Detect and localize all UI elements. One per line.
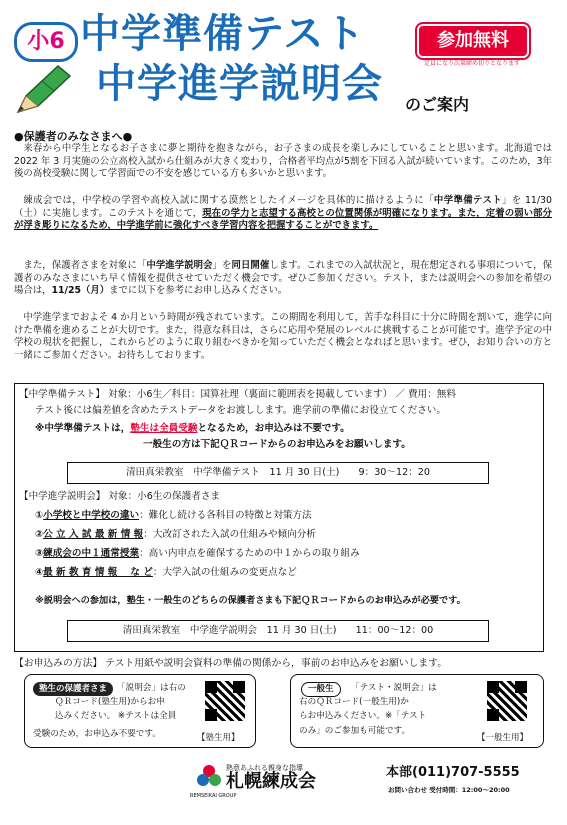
general-text: 右のＱＲコード(一般生用)か <box>299 697 409 707</box>
general-qr-code[interactable] <box>487 681 527 721</box>
seminar-note: ※説明会への参加は，塾生・一般生のどちらの保護者さまも下記ＱＲコードからのお申込みが必要です。 <box>35 595 466 606</box>
free-note: 定員になり次第締め切りとなります <box>423 60 520 67</box>
general-apply-box <box>290 674 544 748</box>
seminar-item: ④最 新 教 育 情 報 な ど：大学入試の仕組みの変更点など <box>35 567 297 578</box>
seminar-item: ①小学校と中学校の違い：難化し続ける各科目の特徴と対策方法 <box>35 510 312 521</box>
general-text: らお申込みください。※「テスト <box>299 711 427 721</box>
greeting-paragraph-1: 来春から中学生となるお子さまに夢と期待を抱きながら，お子さまの成長を楽しみにしていることと思います。北海道では 2022 年 3 月実施の公立高校入試から仕組みが大きく変わり，合格者平均点が5割を下回る入試が続いています。このため，3年後の高校受験に関して学習面での不安を感じている方も多いかと思います。 <box>14 143 552 180</box>
general-text: のみ」のご参加も可能です。 <box>299 726 411 736</box>
footer-hq-phone: 本部(011)707-5555 <box>386 765 520 780</box>
info-box <box>14 383 544 652</box>
member-tag: 塾生の保護者さま <box>33 682 113 696</box>
apply-heading: 【お申込みの方法】 テスト用紙や説明会資料の準備の関係から，事前のお申込みをお願いします。 <box>14 658 447 669</box>
greeting-paragraph-2: 練成会では，中学校の学習や高校入試に関する漠然としたイメージを具体的に描けるように「中学準備テスト」を 11/30（土）に実施します。このテストを通じて，現在の学力と志望する高校との位置関係が明確になります。また，定着の弱い部分が浮き彫りになるため，中学進学前に強化すべき学習内容を把握することができます。 <box>14 195 552 232</box>
test-general-note: 一般生の方は下記ＱＲコードからのお申込みをお願いします。 <box>143 439 411 450</box>
grade-badge: 小6 <box>14 22 78 62</box>
greeting-paragraph-3: また，保護者さまを対象に「中学進学説明会」を同日開催します。これまでの入試状況と，現在想定される事項について，保護者のみなさまにいち早く情報を提供させていただく機会です。ぜひご参加ください。テスト，または説明会への参加を希望の場合は，11/25（月）までに以下を参考にお申し込みください。 <box>14 260 552 297</box>
test-schedule: 清田真栄教室 中学準備テスト 11 月 30 日(土) 9：30～12：20 <box>67 462 489 484</box>
footer-group: REMSEIKAI GROUP <box>190 793 237 799</box>
member-apply-box <box>24 674 256 748</box>
title-line2: 中学進学説明会 <box>96 61 383 107</box>
general-qr-label: 【一般生用】 <box>477 733 529 743</box>
logo-mark-icon <box>196 762 222 788</box>
seminar-item: ②公 立 入 試 最 新 情 報：大改訂された入試の仕組みや傾向分析 <box>35 529 316 540</box>
test-member-note: ※中学準備テストは，塾生は全員受験となるため，お申込みは不要です。 <box>35 423 350 434</box>
test-info: 【中学準備テスト】 対象：小6生／科目：国算社理（裏面に範囲表を掲載しています） ／ 費用：無料 <box>19 389 456 400</box>
title-suffix: のご案内 <box>405 95 470 114</box>
title-line1: 中学準備テスト <box>80 11 366 57</box>
footer-tagline: 熱意あふれる親身な指導 <box>226 764 303 772</box>
general-tag: 一般生 <box>301 682 341 697</box>
seminar-info: 【中学進学説明会】 対象：小6生の保護者さま <box>19 491 221 502</box>
free-badge: 参加無料 <box>417 24 529 58</box>
pencil-icon <box>12 62 76 118</box>
member-text: ＱＲコード(塾生用)からお申 <box>55 697 165 707</box>
member-text: 「説明会」は右の <box>117 683 186 693</box>
footer-org-name: 札幌練成会 <box>226 771 316 792</box>
test-note: テスト後には偏差値を含めたテストデータをお渡しします。進学前の準備にお役立てください。 <box>35 405 446 416</box>
member-qr-code[interactable] <box>205 681 245 721</box>
footer-hours: お問い合わせ 受付時間：12:00～20:00 <box>388 786 510 794</box>
member-text: 受験のため，お申込み不要です。 <box>33 729 161 739</box>
seminar-item: ③練成会の中１通常授業：高い内申点を確保するための中１からの取り組み <box>35 548 360 559</box>
greeting-paragraph-4: 中学進学までおよそ 4 か月という時間が残されています。この期間を利用して，苦手な科目に十分に時間を割いて，進学に向けた準備を進めることが大切です。また，得意な科目は，さらに応用や発展のレベルに挑戦することが可能です。進学予定の中学校の現状を把握し，これからどのように取り組むべきかを知っていただく機会となればと思います。ぜひ，お知り合いの方と一緒にご参加ください。お待ちしております。 <box>14 312 552 361</box>
general-text: 「テスト・説明会」は <box>351 683 437 693</box>
greeting-heading: ●保護者のみなさまへ● <box>14 130 133 143</box>
seminar-schedule: 清田真栄教室 中学進学説明会 11 月 30 日(土) 11：00～12：00 <box>67 620 489 642</box>
member-qr-label: 【塾生用】 <box>197 733 240 743</box>
member-text: 込みください。 ※テストは全員 <box>55 711 177 721</box>
